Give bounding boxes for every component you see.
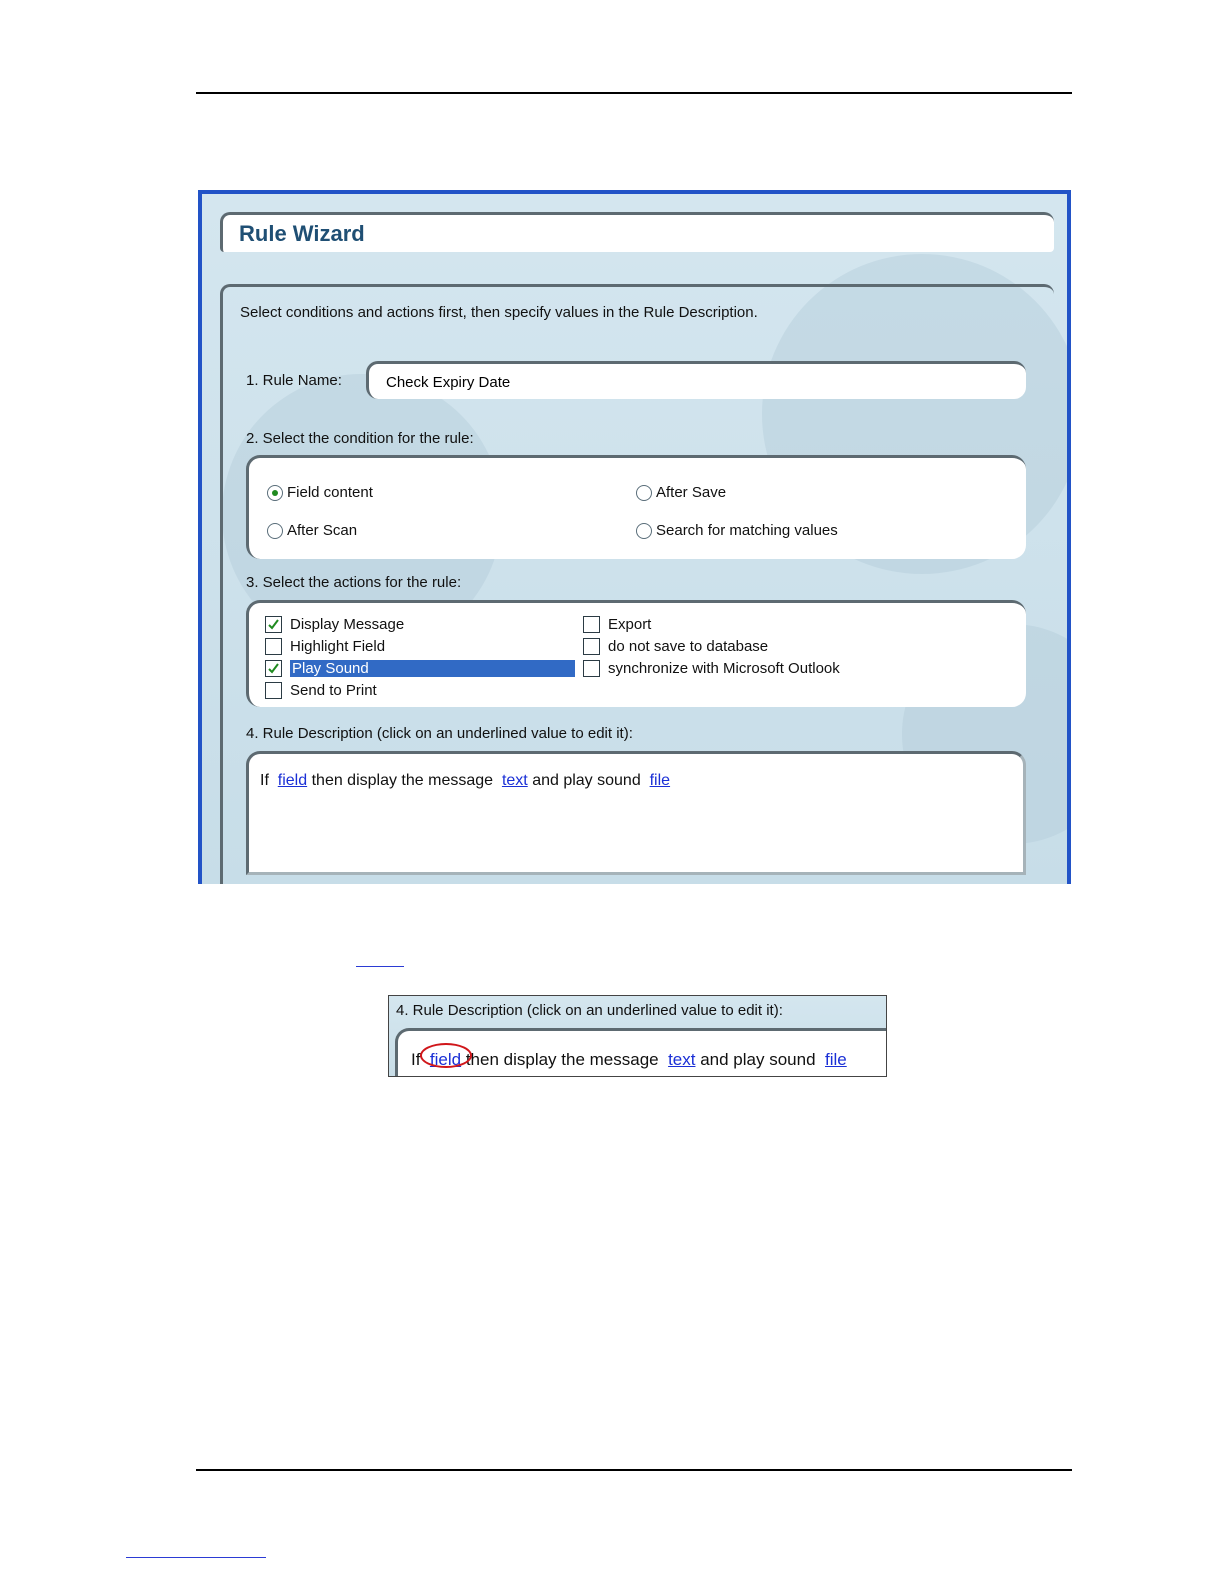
condition-group xyxy=(246,455,1026,559)
condition-option-label: After Scan xyxy=(287,522,358,539)
description-label: 4. Rule Description (click on an underlined value to edit it): xyxy=(246,725,633,742)
radio-icon xyxy=(636,485,652,501)
condition-label: 2. Select the condition for the rule: xyxy=(246,430,474,447)
wizard-intro: Select conditions and actions first, then specify values in the Rule Description. xyxy=(240,304,758,321)
desc-text: If xyxy=(411,1050,421,1069)
zoom-link-field[interactable]: field xyxy=(429,1050,462,1069)
rule-name-label: 1. Rule Name: xyxy=(246,372,342,389)
action-label: Send to Print xyxy=(290,682,377,699)
footer-link-underline xyxy=(126,1557,266,1558)
rule-description-box xyxy=(246,751,1026,875)
desc-link-field[interactable]: field xyxy=(277,772,308,789)
checkbox-icon xyxy=(583,638,600,655)
condition-option-after-scan[interactable] xyxy=(267,522,357,539)
action-highlight-field[interactable] xyxy=(265,638,385,655)
page-header-rule xyxy=(196,92,1072,94)
desc-link-file[interactable]: file xyxy=(649,772,671,789)
action-play-sound[interactable] xyxy=(265,660,575,677)
desc-text: then display the message xyxy=(311,772,494,789)
action-display-message[interactable] xyxy=(265,616,404,633)
condition-option-field-content[interactable] xyxy=(267,484,373,501)
title-bar xyxy=(220,212,1054,252)
action-export[interactable] xyxy=(583,616,651,633)
action-label: synchronize with Microsoft Outlook xyxy=(608,660,840,677)
desc-text: If xyxy=(260,772,269,789)
radio-icon xyxy=(636,523,652,539)
action-label: Display Message xyxy=(290,616,405,633)
desc-text: and play sound xyxy=(700,1050,816,1069)
radio-icon xyxy=(267,523,283,539)
rule-wizard-window xyxy=(198,190,1071,884)
page-footer-rule xyxy=(196,1469,1072,1471)
desc-text: then display the message xyxy=(465,1050,659,1069)
action-label: Highlight Field xyxy=(290,638,386,655)
checkbox-checked-icon xyxy=(265,660,282,677)
actions-label: 3. Select the actions for the rule: xyxy=(246,574,462,591)
desc-link-text[interactable]: text xyxy=(501,772,528,789)
desc-text: and play sound xyxy=(532,772,641,789)
zoomed-description-crop xyxy=(388,995,887,1077)
zoom-description-label: 4. Rule Description (click on an underlined value to edit it): xyxy=(396,1002,783,1019)
action-label-selected: Play Sound xyxy=(290,660,575,677)
checkbox-checked-icon xyxy=(265,616,282,633)
condition-option-label: Field content xyxy=(287,484,373,501)
condition-option-label: Search for matching values xyxy=(656,522,838,539)
checkbox-icon xyxy=(265,638,282,655)
checkbox-icon xyxy=(583,616,600,633)
condition-option-after-save[interactable] xyxy=(636,484,726,501)
condition-option-search-matching[interactable] xyxy=(636,522,838,539)
action-send-to-print[interactable] xyxy=(265,682,377,699)
radio-selected-icon xyxy=(267,485,283,501)
rule-name-input[interactable]: Check Expiry Date xyxy=(366,361,1026,399)
rule-description-text xyxy=(260,772,670,790)
condition-option-label: After Save xyxy=(656,484,727,501)
zoom-description-text xyxy=(411,1050,847,1070)
action-label: Export xyxy=(608,616,652,633)
underline-mark xyxy=(356,966,404,967)
zoom-link-file[interactable]: file xyxy=(825,1050,847,1069)
zoom-link-text[interactable]: text xyxy=(668,1050,696,1069)
action-do-not-save[interactable] xyxy=(583,638,768,655)
action-sync-outlook[interactable] xyxy=(583,660,840,677)
highlight-circle xyxy=(420,1043,472,1068)
action-label: do not save to database xyxy=(608,638,769,655)
checkbox-icon xyxy=(583,660,600,677)
wizard-title: Rule Wizard xyxy=(239,221,365,246)
checkbox-icon xyxy=(265,682,282,699)
